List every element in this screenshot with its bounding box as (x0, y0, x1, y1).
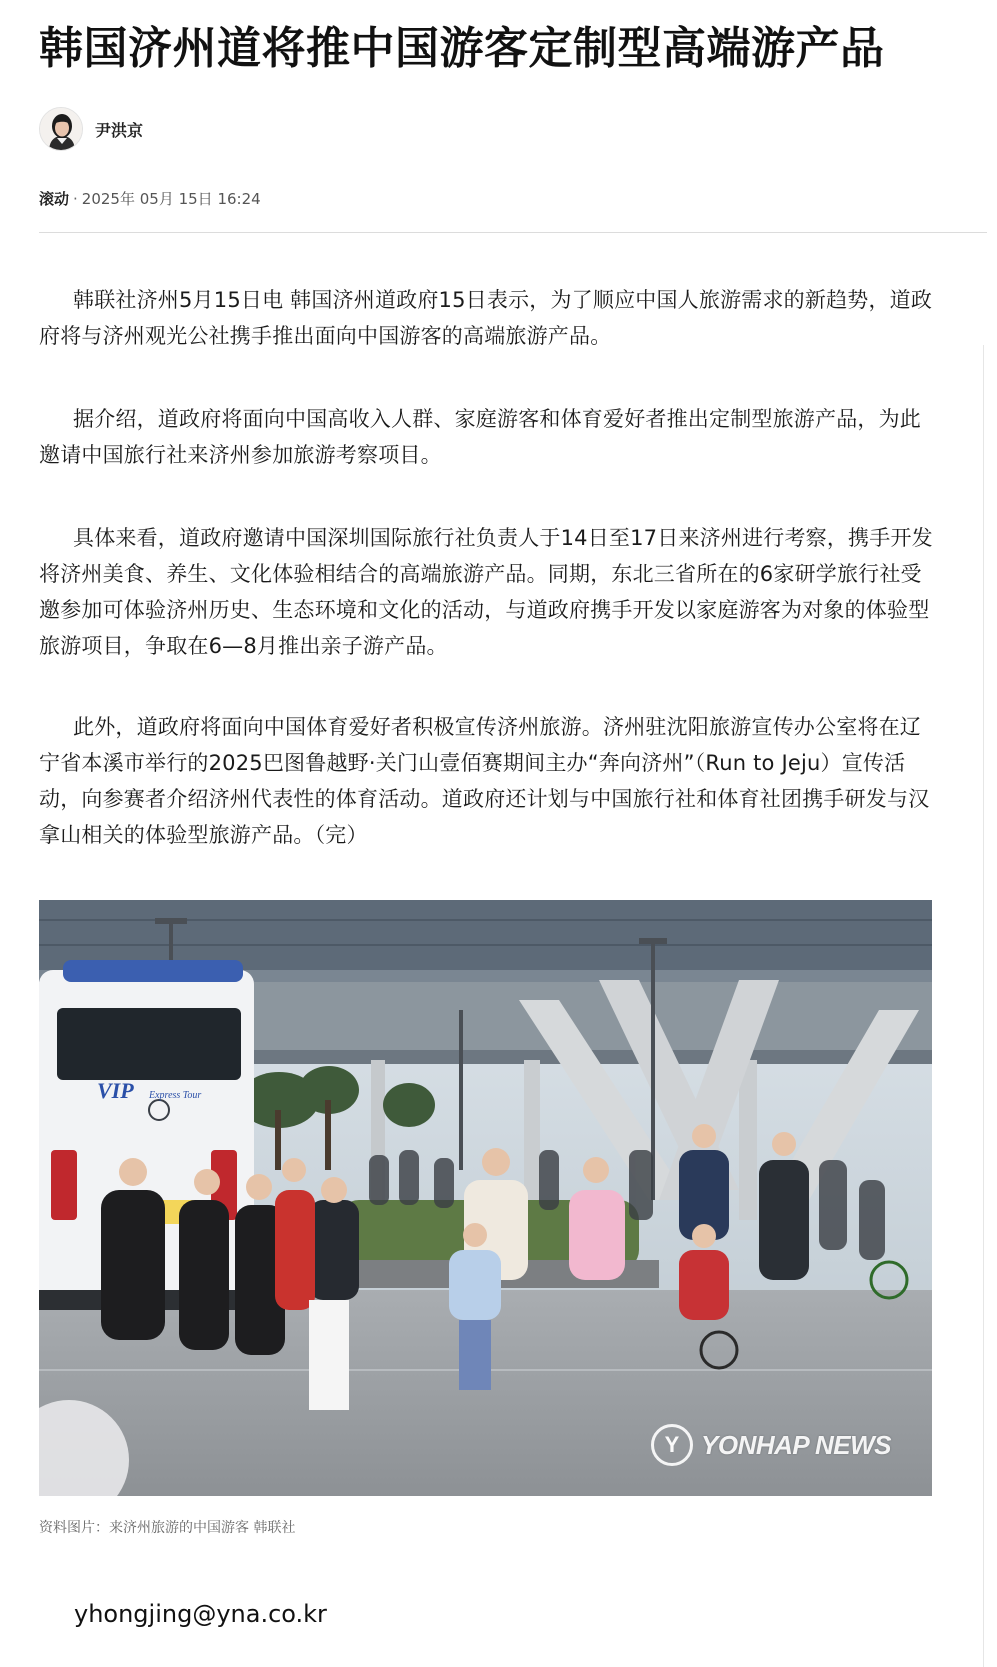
yonhap-logo-icon: Y (651, 1424, 693, 1466)
article-paragraph-1: 韩联社济州5月15日电 韩国济州道政府15日表示，为了顺应中国人旅游需求的新趋势，道政府将与济州观光公社携手推出面向中国游客的高端旅游产品。 (39, 288, 933, 348)
category-label[interactable]: 滚动 (39, 190, 70, 208)
watermark-text: YONHAP NEWS (701, 1429, 891, 1460)
bus-sub: Express Tour (149, 1090, 202, 1101)
tourists-photo-illustration (39, 900, 932, 1496)
article-title: 韩国济州道将推中国游客定制型高端游产品 (39, 23, 885, 74)
author-avatar[interactable] (39, 107, 83, 151)
article-paragraph-2: 据介绍，道政府将面向中国高收入人群、家庭游客和体育爱好者推出定制型旅游产品，为此邀请中国旅行社来济州参加旅游考察项目。 (39, 407, 921, 467)
author-name[interactable]: 尹洪京 (95, 120, 144, 140)
byline (39, 106, 143, 152)
bus-brand: VIP (97, 1078, 134, 1103)
meta-separator: · (73, 190, 78, 208)
publish-datetime: 2025年 05月 15日 16:24 (81, 190, 261, 208)
article-paragraph-4: 此外，道政府将面向中国体育爱好者积极宣传济州旅游。济州驻沈阳旅游宣传办公室将在辽宁省本溪市举行的2025巴图鲁越野·关门山壹佰赛期间主办“奔向济州”（Run to Jeju）宣传活动，向参赛者介绍济州代表性的体育活动。道政府还计划与中国旅行社和体育社团携手研发与汉拿山相关的体验型旅游产品。（完） (39, 715, 930, 847)
author-photo (40, 108, 83, 151)
right-column-rule (983, 345, 984, 1667)
article-photo[interactable] (39, 900, 932, 1496)
article-paragraph-3: 具体来看，道政府邀请中国深圳国际旅行社负责人于14日至17日来济州进行考察，携手开发将济州美食、养生、文化体验相结合的高端旅游产品。同期，东北三省所在的6家研学旅行社受邀参加可体验济州历史、生态环境和文化的活动，与道政府携手开发以家庭游客为对象的体验型旅游项目，争取在6—8月推出亲子游产品。 (39, 526, 933, 658)
article-meta (39, 188, 261, 209)
yonhap-watermark (651, 1424, 891, 1466)
author-email[interactable]: yhongjing@yna.co.kr (74, 1600, 327, 1628)
header-divider (39, 232, 987, 233)
photo-caption: 资料图片：来济州旅游的中国游客 韩联社 (39, 1520, 296, 1536)
